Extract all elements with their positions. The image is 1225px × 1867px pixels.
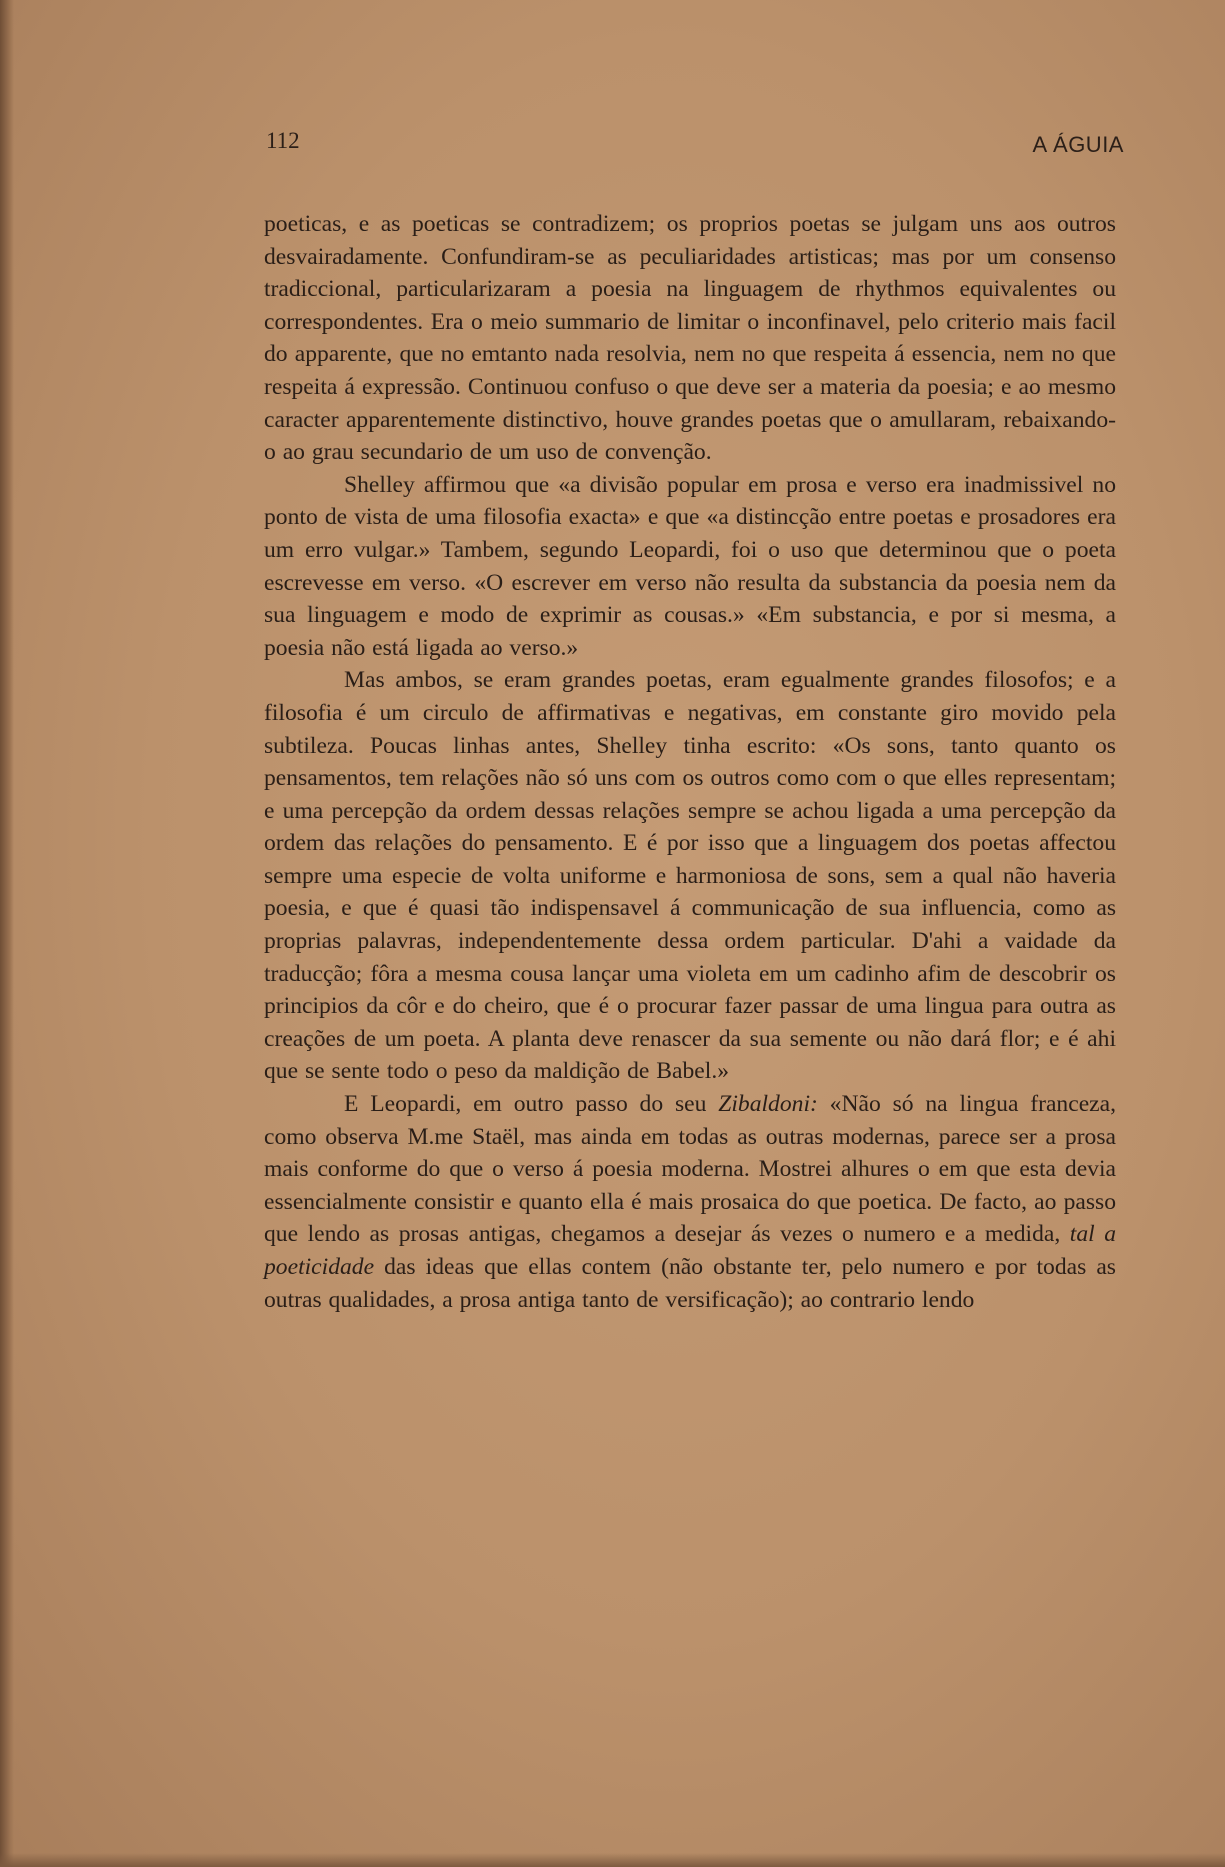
emphasis-poeticidade: tal a poeticidade [264,1221,1117,1280]
paragraph-3: Mas ambos, se eram grandes poetas, eram egualmente grandes filosofos; e a filosofia é um circulo de affirmativas e negativas, em constante giro movido pela subtileza. Poucas linhas antes, Shelley tinha escrito: «Os sons, tanto quanto os pensamentos, tem relações não só uns com os outros como com o que elles representam; e uma percepção da ordem dessas relações sempre se achou ligada a uma percepção da ordem das relações do pensamento. E é por isso que a linguagem dos poetas affectou sempre uma especie de volta uniforme e harmoniosa de sons, sem a qual não haveria poesia, e que é quasi tão indispensavel á communicação de sua influencia, como as proprias palavras, independentemente dessa ordem particular. D'ahi a vaidade da traducção; fôra a mesma cousa lançar uma violeta em um cadinho afim de descobrir os principios da côr e do cheiro, que é o procurar fazer passar de uma lingua para outra as creações de um poeta. A planta deve renascer da sua semente ou não dará flor; e é ahi que se sente todo o peso da maldição de Babel.» [264,667,1116,1085]
book-title-zibaldoni: Zibaldoni: [718,1091,818,1118]
paragraph-4-quote: «Não só na lingua franceza, como observa M.me Staël, mas ainda em todas as outras modernas, parece ser a prosa mais conforme do que o verso á poesia moderna. Mostrei alhures o em que esta devia essencialmente consistir e quanto ella é mais prosaica do que poetica. De facto, ao passo que lendo as prosas antigas, chegamos a desejar ás vezes o numero e a medida, [264,1091,1117,1248]
running-head [266,128,1124,160]
paragraph-1: poeticas, e as poeticas se contradizem; os proprios poetas se julgam uns aos outros desvairadamente. Confundiram-se as peculiaridades artisticas; mas por um consenso tradiccional, particularizaram a poesia na linguagem de rhythmos equivalentes ou correspondentes. Era o meio summario de limitar o inconfinavel, pelo criterio mais facil do apparente, que no emtanto nada resolvia, nem no que respeita á essencia, nem no que respeita á expressão. Continuou confuso o que deve ser a materia da poesia; e ao mesmo caracter apparentemente distinctivo, houve grandes poetas que o amullaram, rebaixando-o ao grau secundario de um uso de convenção. [264,211,1116,466]
body-text [264,208,1116,1316]
page-number: 112 [266,128,300,153]
paragraph-4-end: das ideas que ellas contem (não obstante ter, pelo numero e por todas as outras qualidades, a prosa antiga tanto de versificação); ao contrario lendo [264,1254,1116,1313]
paragraph-2: Shelley affirmou que «a divisão popular em prosa e verso era inadmissivel no ponto de vista de uma filosofia exacta» e que «a distincção entre poetas e prosadores era um erro vulgar.» Tambem, segundo Leopardi, foi o uso que determinou que o poeta escrevesse em verso. «O escrever em verso não resulta da substancia da poesia nem da sua linguagem e modo de exprimir as cousas.» «Em substancia, e por si mesma, a poesia não está ligada ao verso.» [264,471,1116,661]
page-bottom-edge [0,1853,1225,1867]
page-left-edge [0,0,14,1867]
paragraph-4 [264,1088,1116,1316]
journal-title: A ÁGUIA [1032,132,1124,157]
paragraph-4-intro: E Leopardi, em outro passo do seu [344,1091,719,1118]
